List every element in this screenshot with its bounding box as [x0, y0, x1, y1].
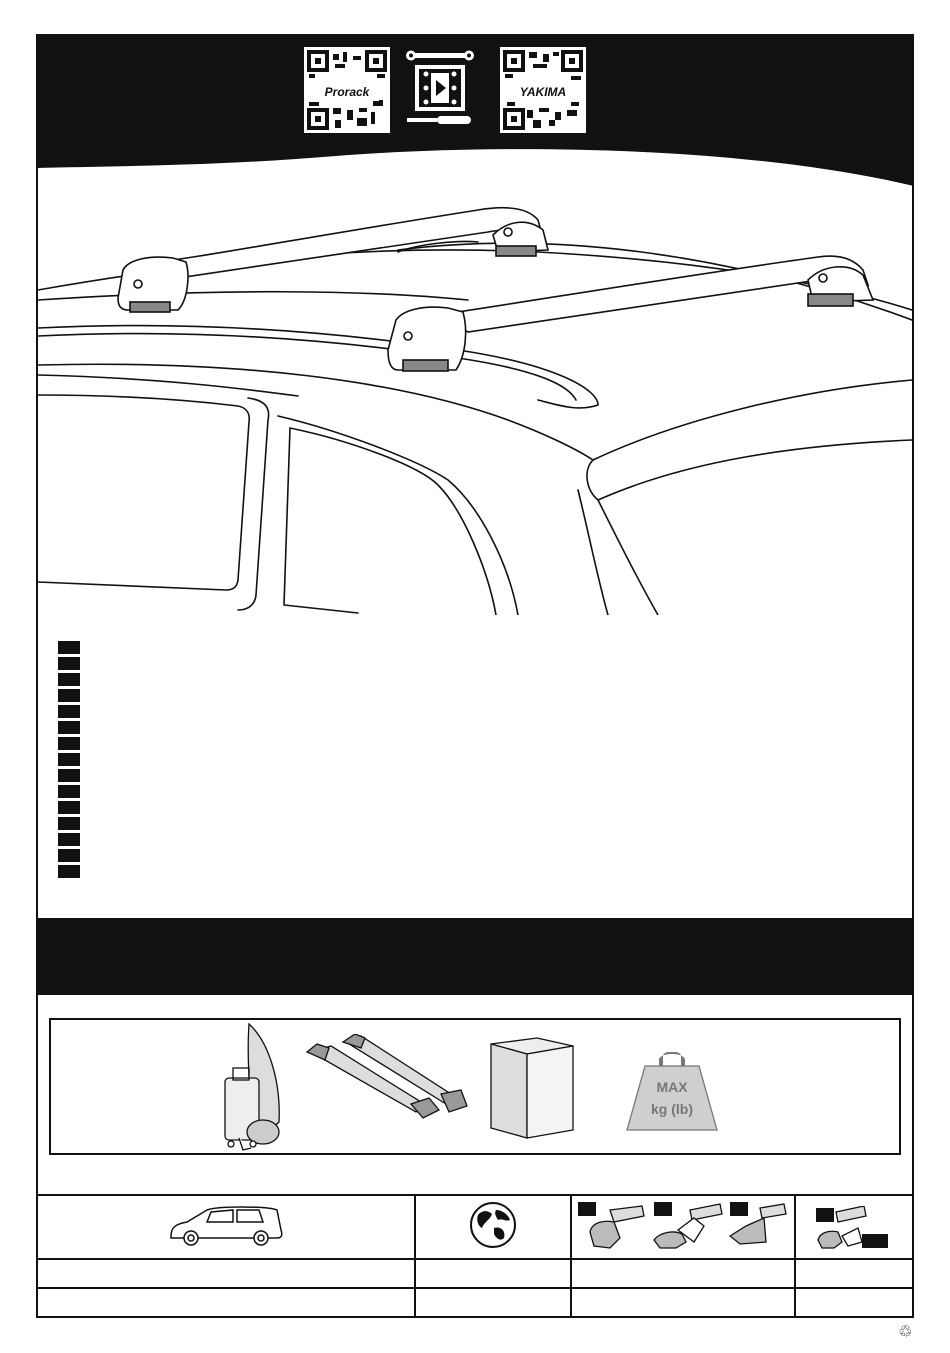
recycle-icon: ♲ [898, 1322, 913, 1341]
language-marker [58, 657, 80, 670]
language-marker [58, 705, 80, 718]
max-weight-icon [625, 1052, 719, 1132]
language-marker [58, 785, 80, 798]
vehicle-fit-table [36, 1194, 914, 1318]
language-marker [58, 817, 80, 830]
wrench-icon [406, 51, 474, 61]
table-cell [795, 1259, 913, 1288]
car-roof-rack-illustration [38, 160, 912, 615]
screwdriver-icon [407, 116, 471, 124]
max-label: MAX [656, 1079, 688, 1095]
language-marker [58, 641, 80, 654]
qr-label-prorack: Prorack [315, 83, 379, 101]
globe-icon [468, 1200, 518, 1250]
accessory-header [795, 1195, 913, 1259]
table-cell [571, 1259, 795, 1288]
language-marker [58, 865, 80, 878]
language-marker [58, 833, 80, 846]
language-marker [58, 673, 80, 686]
qr-code-prorack[interactable] [304, 47, 390, 133]
language-marker [58, 769, 80, 782]
product-box-icon [487, 1034, 577, 1140]
language-marker-list [58, 641, 82, 881]
table-row [37, 1259, 913, 1288]
section-band [38, 918, 912, 995]
video-instructions[interactable] [405, 50, 475, 128]
vehicle-header [37, 1195, 415, 1259]
region-header [415, 1195, 571, 1259]
crossbars-icon [301, 1034, 471, 1144]
luggage-icon [219, 1022, 299, 1154]
language-marker [58, 753, 80, 766]
foot-type-header [571, 1195, 795, 1259]
language-marker [58, 721, 80, 734]
accessory-part-icon [814, 1206, 894, 1252]
language-marker [58, 689, 80, 702]
table-cell [37, 1259, 415, 1288]
table-cell [37, 1288, 415, 1317]
table-cell [795, 1288, 913, 1317]
qr-code-yakima[interactable] [500, 47, 586, 133]
qr-label-yakima: YAKIMA [511, 83, 575, 101]
weight-unit-label: kg (lb) [651, 1101, 693, 1117]
video-play-icon [415, 65, 465, 111]
language-marker [58, 801, 80, 814]
language-marker [58, 737, 80, 750]
package-contents-box [49, 1018, 901, 1155]
language-marker [58, 849, 80, 862]
table-cell [571, 1288, 795, 1317]
table-cell [415, 1288, 571, 1317]
station-wagon-car-icon [167, 1200, 285, 1250]
table-cell [415, 1259, 571, 1288]
table-row [37, 1288, 913, 1317]
rack-foot-variants-icon [580, 1202, 790, 1254]
